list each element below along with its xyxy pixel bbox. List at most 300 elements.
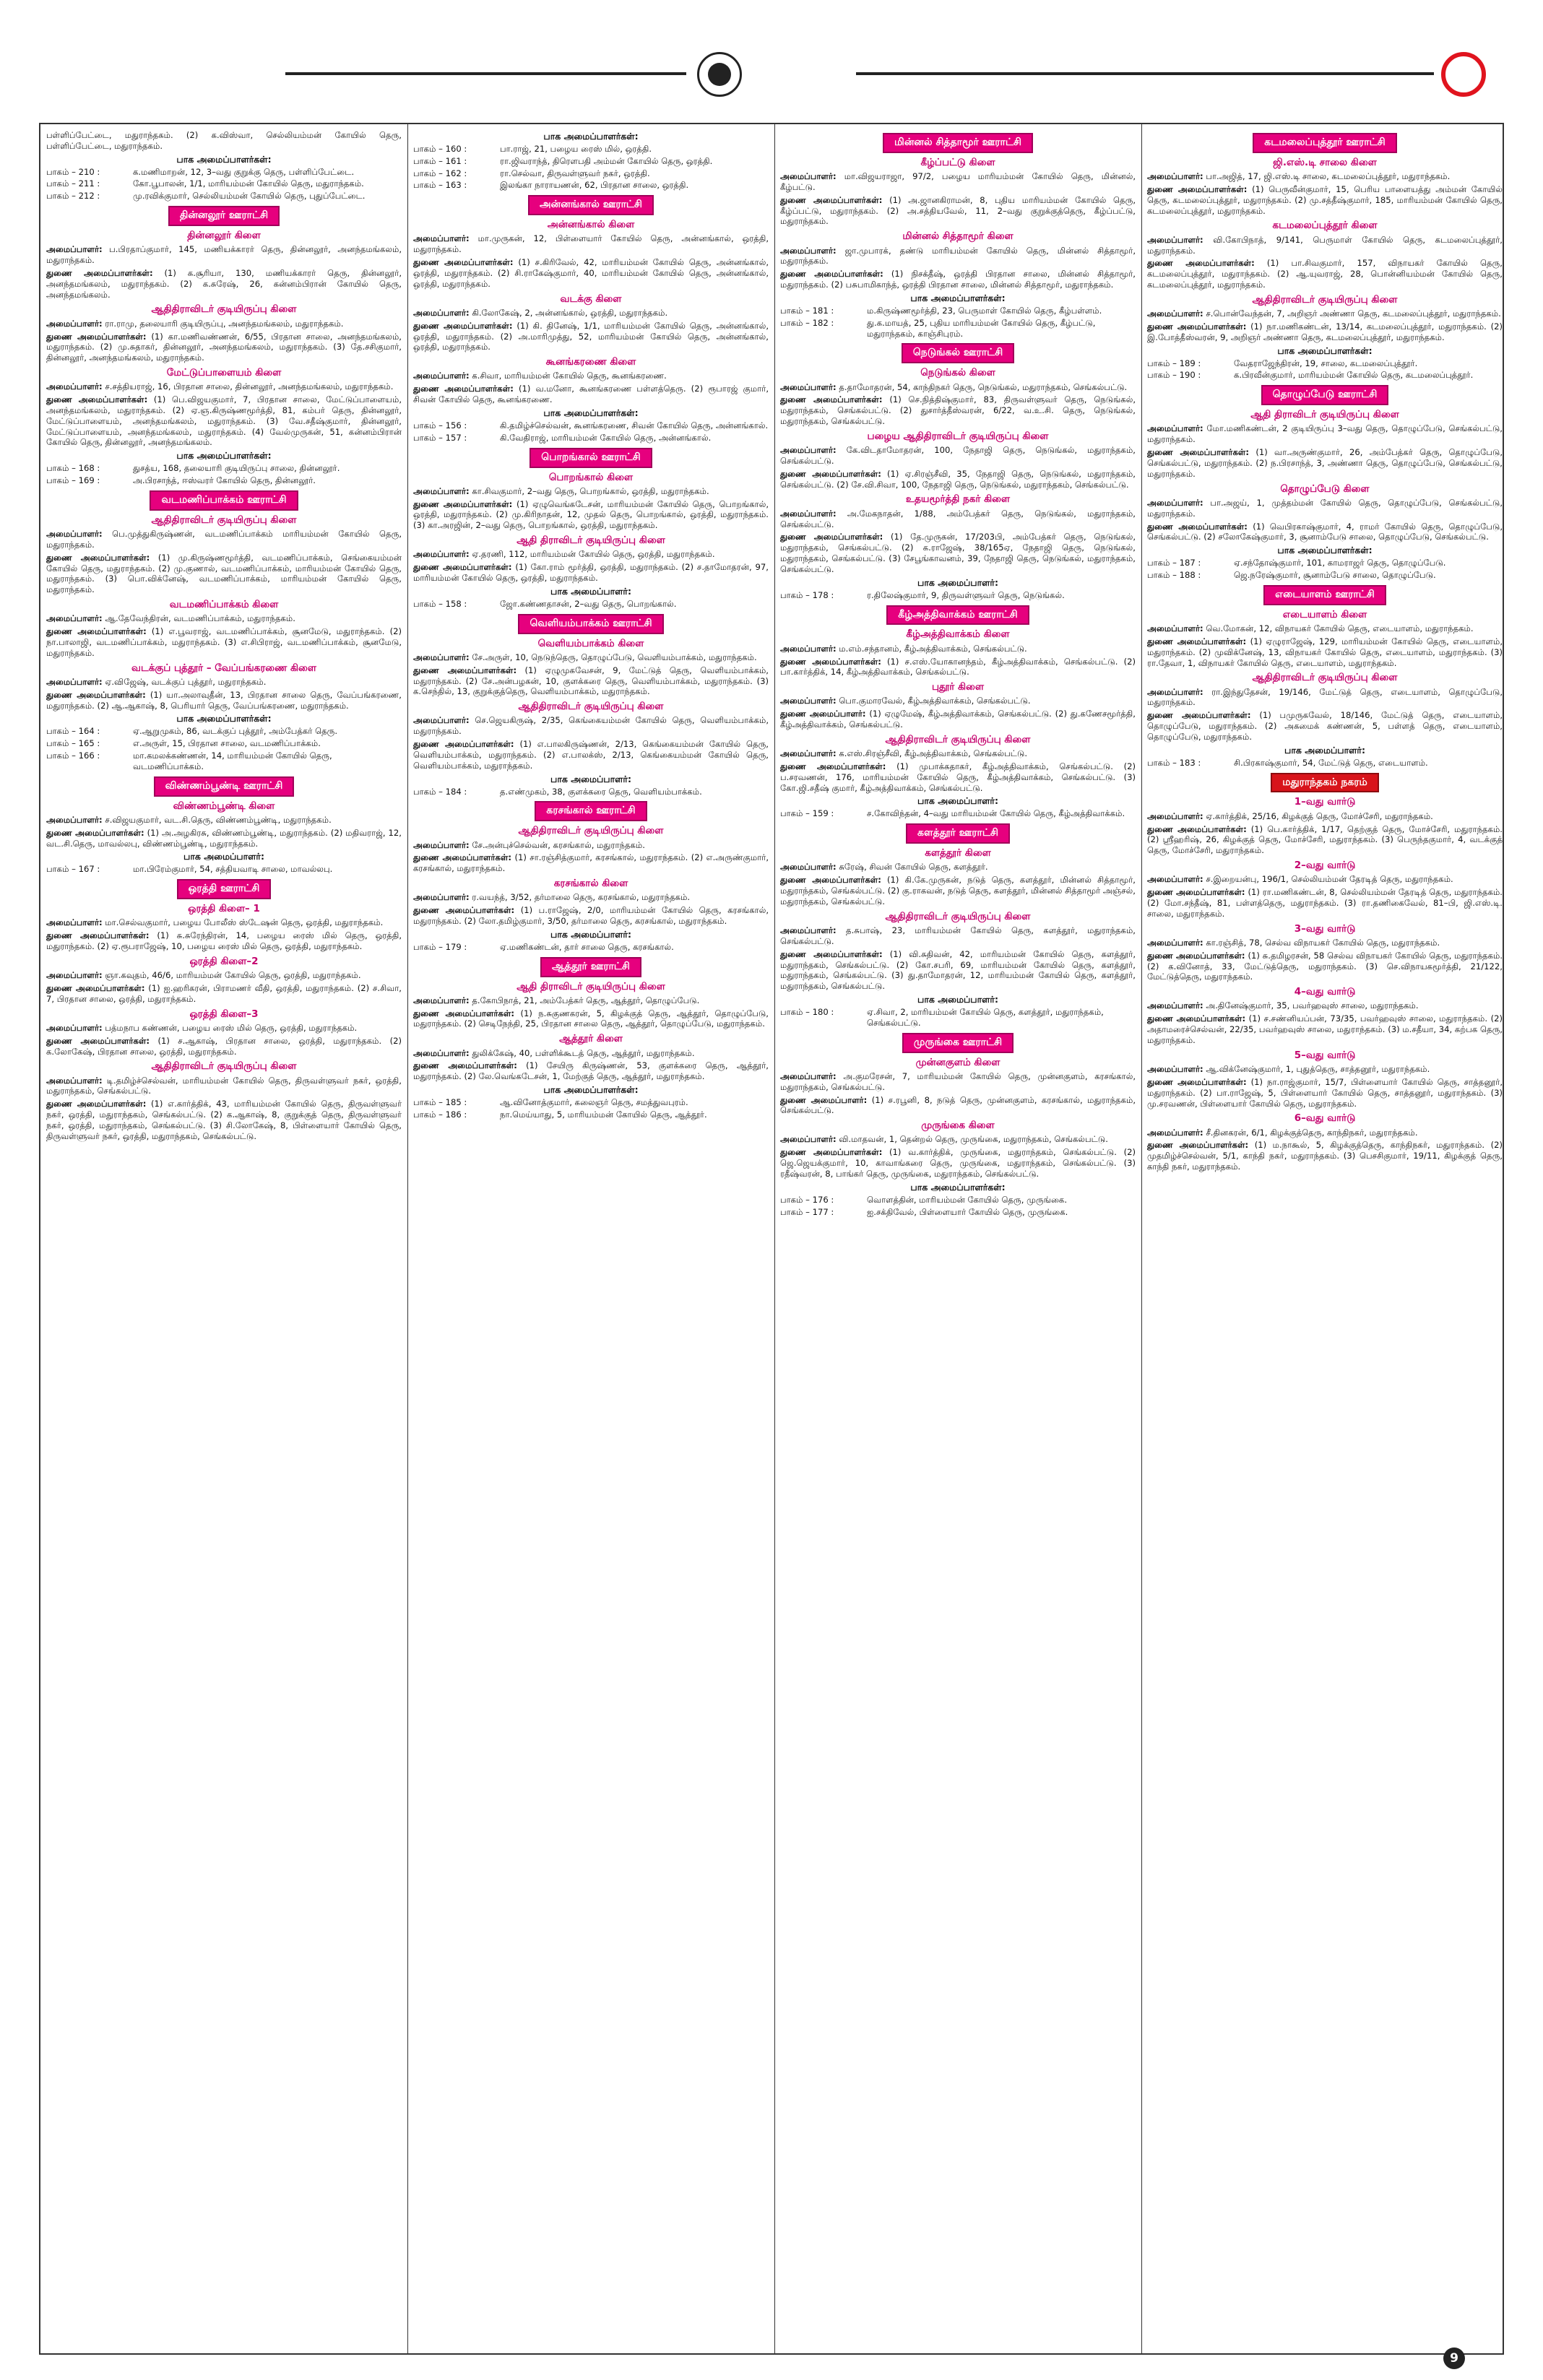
booth-number: பாகம் – 162 : [413,168,467,178]
red-ring-icon [1441,52,1486,97]
member-entry [780,469,1136,490]
member-details: (1) வெபிரகாஷ்குமார், 4, ராமர் கோயில் தெரு, தொழுப்பேடு, செங்கல்பட்டு. (2) சலோகேஷ்குமார், 3, சூனாம்பேடு சாலை, தொழுப்பேடு, செங்கல்பட்டு. [1147,521,1503,542]
booth-details: துசத்ய, 168, தலையாரி குடியிருப்பு சாலை, தின்னலூர். [133,463,340,474]
panchayat-banner: கரசங்கால் ஊராட்சி [535,801,647,821]
member-entry [780,761,1136,793]
member-entry [1147,1128,1503,1138]
member-details: ஆ.விக்னேஷ்குமார், 1, புதுத்தெரு, சாத்தனூர், மதுராந்தகம். [1206,1064,1430,1075]
member-entry [413,715,769,737]
booth-number: பாகம் – 169 : [46,475,100,486]
branch-heading: கீழ்ப்பட்டு கிளை [920,156,995,168]
branch-heading: ஆதிதிராவிடர் குடியிருப்பு கிளை [151,1060,297,1073]
booth-number: பாகம் – 210 : [46,166,100,177]
member-entry [1147,623,1503,634]
member-entry [46,319,402,329]
member-details: செ.ஜெயகிருஷ், 2/35, கெங்கையம்மன் கோயில் தெரு, வெளியம்பாக்கம், மதுராந்தகம். [413,715,769,737]
role-label: துணை அமைப்பாளர்: [780,709,866,719]
member-entry [1147,258,1503,290]
subheading: பாக அமைப்பாளர்கள்: [176,450,272,462]
column-2 [413,129,769,2349]
branch-heading: கீழ்அத்திவாக்கம் கிளை [906,628,1010,641]
role-label: துணை அமைப்பாளர்கள்: [1147,521,1248,532]
branch-heading: விண்ணம்பூண்டி கிளை [173,800,275,812]
member-entry [46,917,402,928]
branch-heading: தின்னலூர் கிளை [187,230,261,242]
branch-heading: 1–வது வார்டு [1294,796,1356,808]
member-entry [780,1147,1136,1179]
booth-entry [780,590,1136,601]
booth-details: கோ.பூபாலன், 1/1, மாரியம்மன் கோயில் தெரு, மதுராந்தகம். [133,178,364,189]
role-label: அமைப்பாளர்: [46,381,103,392]
booth-details: மு.ரவிக்குமார், செல்லியம்மன் கோயில் தெரு, புதுப்பேட்டை. [133,191,366,202]
branch-heading: ஒரத்தி கிளை–3 [189,1008,259,1020]
booth-entry [780,808,1136,819]
role-label: அமைப்பாளர்: [413,652,470,662]
booth-details: ஏ.சந்தோஷ்குமார், 101, காமராஜர் தெரு, தொழுப்பேடு. [1234,558,1446,568]
member-details: (1) அ.ஜானகிராமன், 8, புதிய மாரியம்மன் கோயில் தெரு, கீழ்ப்பட்டு, மதுராந்தகம். (2) அ.சத்தியவேல், 11, 2–வது குறுக்குத்தெரு, கீழ்ப்பட்டு, மதுராந்தகம். [780,194,1136,227]
booth-entry [413,599,769,610]
member-details: மா.முருகன், 12, பிள்ளையார் கோயில் தெரு, அன்னங்கால், ஒரத்தி, மதுராந்தகம். [413,233,769,255]
member-details: (1) யா.அலாவுதீன், 13, பிரதான சாலை தெரு, வேப்பங்கரணை, மதுராந்தகம். (2) ஆ.ஆகாஷ், 8, பெரியார் தெரு, வேப்பங்கரணை, மதுராந்தகம். [46,689,402,711]
panchayat-banner: வடமணிப்பாக்கம் ஊராட்சி [150,490,298,511]
member-details: ரா.ராமு, தலையாரி குடியிருப்பு, அனந்தமங்கலம், மதுராந்தகம். [105,318,344,329]
column-4 [1147,129,1503,2349]
member-entry [780,509,1136,530]
role-label: துணை அமைப்பாளர்கள்: [413,739,514,750]
member-entry [1147,1140,1503,1172]
member-details: ச.இறையன்பு, 196/1, செல்லியம்மன் தேரடித் தெரு, மதுராந்தகம். [1206,874,1453,885]
member-entry [413,1060,769,1082]
subheading: பாக அமைப்பாளர்: [1284,744,1365,756]
branch-heading: நெடுங்கல் கிளை [920,367,995,379]
subheading: பாக அமைப்பாளர்கள்: [1277,345,1373,356]
member-details: (1) பெ.விஜயகுமார், 7, பிரதான சாலை, மேட்டுப்பாளையம், அனந்தமங்கலம், மதுராந்தகம். (2) ஏ.ஞ.கிருஷ்ணமூர்த்தி, 81, கம்பர் தெரு, தின்னலூர், மேட்டுப்பாளையம், அனந்தமங்கலம், மதுராந்தகம். (3) வே.சதீஷ்குமார், தின்னலூர், மேட்டுப்பாளையம், அனந்தமங்கலம், மதுராந்தகம். (4) வேல்முருகன், 51, கன்னம்பிரான் கோயில் தெரு, தின்னலூர், அனந்தமங்கலம். [46,394,402,448]
member-entry [413,371,769,381]
member-entry [46,677,402,688]
branch-heading: அன்னங்கால் கிளை [547,219,635,231]
role-label: துணை அமைப்பாளர்கள்: [46,331,147,342]
member-details: (1) கி. தினேஷ், 1/1, மாரியம்மன் கோயில் தெரு, அன்னங்கால், ஒரத்தி, மதுராந்தகம். (2) அ.மாரிமுத்து, 52, மாரியம்மன் கோயில் தெரு, அன்னங்கால், ஒரத்தி, மதுராந்தகம். [413,320,769,352]
member-details: (1) அ.அழகிரசு, விண்ணம்பூண்டி, மதுராந்தகம். (2) மதிவராஜ், 12, வட.சி.தெரு, மாவல்லபு, விண்ணம்பூண்டி, மதுராந்தகம். [46,827,402,849]
booth-number: பாகம் – 165 : [46,738,100,749]
booth-entry [780,306,1136,316]
member-details: (1) நிசக்தீஷ், ஒரத்தி பிரதான சாலை, மின்னல் சித்தாமூர், மதுராந்தகம். (2) பசுபாமிகாந்த், ஒரத்தி பிரதான சாலை, மின்னல் சித்தாமூர், மதுராந்தகம். [780,269,1136,290]
subheading: பாக அமைப்பாளர்: [917,576,998,588]
booth-details: மா.பிரேம்குமார், 54, சத்தியவாடி சாலை, மாவல்லபு. [133,864,333,875]
role-label: துணை அமைப்பாளர்கள்: [413,852,512,863]
branch-heading: 3–வது வார்டு [1294,922,1356,935]
branch-heading: ஆதிதிராவிடர் குடியிருப்பு கிளை [518,825,664,837]
booth-number: பாகம் – 183 : [1147,757,1201,768]
member-entry [46,1036,402,1057]
member-entry [1147,308,1503,319]
branch-heading: வடக்குப் புத்தூர் – வேப்பங்கரணை கிளை [131,662,316,674]
booth-number: பாகம் – 180 : [780,1007,834,1018]
member-entry [780,382,1136,393]
member-entry [413,665,769,697]
panchayat-banner: கீழ்அத்திவாக்கம் ஊராட்சி [886,605,1029,626]
role-label: அமைப்பாளர்: [1147,810,1203,821]
role-label: துணை அமைப்பாளர்கள்: [413,320,513,331]
branch-heading: கூனங்கரணை கிளை [545,356,636,368]
booth-number: பாகம் – 178 : [780,589,834,600]
booth-entry [780,1207,1136,1218]
member-details: மா.செல்வகுமார், பழைய போலீஸ் ஸ்டேஷன் தெரு, ஒரத்தி, மதுராந்தகம். [105,917,384,928]
subheading: பாக அமைப்பாளர்கள்: [176,713,272,724]
member-details: கே.விடதாமோதரன், 100, நேதாஜி தெரு, நெடுங்கல், மதுராந்தகம், செங்கல்பட்டு. [780,445,1136,466]
member-details: (1) தே.முருகன், 17/203பி, அம்பேத்கர் தெரு, நெடுங்கல், மதுராந்தகம், செங்கல்பட்டு. (2) க.ராஜேஷ், 38/165ஏ, நேதாஜி தெரு, நெடுங்கல், மதுராந்தகம், செங்கல்பட்டு. (3) சேபூங்காவனம், 39, நேதாஜி தெரு, நெடுங்கல், மதுராந்தகம், செங்கல்பட்டு. [780,532,1136,574]
branch-heading: ஆதிதிராவிடர் குடியிருப்பு கிளை [885,910,1031,922]
branch-heading: ஆதிதிராவிடர் குடியிருப்பு கிளை [518,701,664,713]
member-entry [780,644,1136,654]
branch-heading: கரசங்கால் கிளை [553,878,628,890]
member-details: வி.கோபிநாத், 9/141, பெருமாள் கோயில் தெரு, கடமலைப்புத்தூர், மதுராந்தகம். [1147,234,1503,256]
booth-number: பாகம் – 184 : [413,786,467,797]
member-details: (1) ஐ.ஹரிகரன், பிராமணர் வீதி, ஒரத்தி, மதுராந்தகம். (2) ச.சிவா, 7, பிரதான சாலை, ஒரத்தி, மதுராந்தகம். [46,982,402,1004]
booth-details: த.எண்முகம், 38, குளக்கரை தெரு, வெளியம்பாக்கம். [500,786,702,797]
panchayat-banner: வெளியம்பாக்கம் ஊராட்சி [518,614,663,634]
booth-details: ஏ.மணிகண்டன், தார் சாலை தெரு, கரசங்கால். [500,941,674,952]
booth-number: பாகம் – 181 : [780,305,834,316]
booth-details: ஆ.வினோத்குமார், கலைஞர் தெரு, சமத்துவபுரம். [500,1097,688,1108]
role-label: அமைப்பாளர்: [1147,1127,1203,1138]
member-entry [413,1008,769,1030]
member-entry [1147,887,1503,919]
branch-heading: எடையாளம் கிளை [1282,608,1367,620]
member-details: (1) சேயிரு கிருஷ்ணன், 53, குளக்கரை தெரு, ஆத்தூர், மதுராந்தகம். (2) லே.வெங்கடேசன், 1, மேற்குத் தெரு, ஆத்தூர், மதுராந்தகம். [413,1060,769,1082]
member-details: ஏ.தரணி, 112, மாரியம்மன் கோயில் தெரு, ஒரத்தி, மதுராந்தகம். [472,549,715,560]
member-details: (1) ப.ராஜேஷ், 2/0, மாரியம்மன் கோயில் தெரு, கரசங்கால், மதுராந்தகம். (2) லோ.தமிழ்குமார், 3/50, தர்மாலை தெரு, கரசங்கால், மதுராந்தகம். [413,905,769,926]
booth-details: சி.பிரகாஷ்குமார், 54, மேட்டுத் தெரு, எடையாளம். [1234,757,1428,768]
role-label: அமைப்பாளர்: [1147,1000,1203,1011]
member-entry [1147,184,1503,216]
role-label: துணை அமைப்பாளர்கள்: [1147,950,1245,961]
branch-heading: பொறங்கால் கிளை [548,471,634,483]
role-label: அமைப்பாளர்: [780,925,837,936]
booth-details: ஏ.ஆறுமுகம், 86, வடக்குப் புத்தூர், அம்பேத்கர் தெரு. [133,726,338,737]
member-details: (1) எ.பூவராஜ், வடமணிப்பாக்கம், சூனமேடு, மதுராந்தகம். (2) நா.பாலாஜி, வடமணிப்பாக்கம், மதுராந்தகம். (3) எ.சிபிராஜ், வடமணிப்பாக்கம், சூனமேடு, மதுராந்தகம். [46,626,402,658]
branch-heading: ஆத்தூர் கிளை [559,1033,623,1045]
role-label: துணை அமைப்பாளர்கள்: [413,905,515,916]
subheading: பாக அமைப்பாளர்கள்: [910,292,1006,303]
member-details: (1) பமுருகவேல், 18/146, மேட்டுத் தெரு, எடையாளம், தொழுப்பேடு, மதுராந்தகம். (2) அகமைக் கண்ணன், 5, பள்ளத் தெரு, எடையாளம், தொழுப்பேடு, மதுராந்தகம். [1147,710,1503,742]
member-details: (1) ச.கிரிவேல், 42, மாரியம்மன் கோயில் தெரு, அன்னங்கால், ஒரத்தி, மதுராந்தகம். (2) சி.ராகேஷ்குமார், 40, மாரியம்மன் கோயில் தெரு, அன்னங்கால், ஒரத்தி, மதுராந்தகம். [413,257,769,289]
role-label: துணை அமைப்பாளர்கள்: [1147,710,1251,721]
member-details: (1) ஏழுமேஷ், கீழ்அத்திவாக்கம், செங்கல்பட்டு. (2) து.கணேசமூர்த்தி, கீழ்அத்திவாக்கம், செங்கல்பட்டு. [780,709,1136,730]
member-details: (1) சு.தமிழரசன், 58 செல்வ விநாயகர் கோயில் தெரு, மதுராந்தகம். (2) க.வினோத், 33, மேட்டுத்தெரு, மதுராந்தகம். (3) செ.விநாயகமூர்த்தி, 21/122, மேட்டுத்தெரு, மதுராந்தகம். [1147,950,1503,982]
member-details: (1) ரா.மணிகண்டன், 8, செல்லியம்மன் தேரடித் தெரு, மதுராந்தகம். (2) மோ.சந்தீஷ், 81, பள்ளத்தெரு, மதுராந்தகம். (3) ரா.தணிகைவேல், 81–பி, ஜி.எஸ்.டி. சாலை, மதுராந்தகம். [1147,887,1503,919]
member-entry [1147,423,1503,445]
member-entry [413,652,769,663]
branch-heading: 4–வது வார்டு [1294,986,1356,998]
member-details: ஆ.தேவேந்திரன், வடமணிப்பாக்கம், மதுராந்தகம். [105,613,295,624]
role-label: துணை அமைப்பாளர்கள்: [413,562,512,573]
member-details: (1) க.சூரியா, 130, மணியக்காரர் தெரு, தின்னலூர், அனந்தமங்கலம், மதுராந்தகம். (2) க.சுரேஷ், 26, கன்னம்பிரான் கோயில் தெரு, அனந்தமங்கலம். [46,267,402,300]
member-entry [1147,321,1503,343]
role-label: அமைப்பாளர்: [1147,623,1203,634]
booth-number: பாகம் – 185 : [413,1097,467,1108]
role-label: துணை அமைப்பாளர்கள்: [780,269,883,280]
member-details: (1) வ.மனோ, கூனங்கரணை பள்ளத்தெரு. (2) ரூபாரஜ் குமார், சிவன் கோயில் தெரு, கூனங்கரணை. [413,384,769,405]
booth-entry [1147,358,1503,369]
role-label: அமைப்பாளர்: [413,1047,470,1058]
role-label: துணை அமைப்பாளர்கள்: [1147,823,1247,834]
role-label: துணை அமைப்பாளர்கள்: [1147,636,1247,646]
member-details: ச.பொன்வேந்தன், 7, அறிஞர் அண்ணா தெரு, கடமலைப்புத்தூர், மதுராந்தகம். [1206,308,1501,319]
booth-number: பாகம் – 160 : [413,144,467,154]
branch-heading: களத்தூர் கிளை [925,847,991,860]
role-label: துணை அமைப்பாளர்கள்: [46,394,148,405]
booth-number: பாகம் – 179 : [413,941,467,952]
role-label: துணை அமைப்பாளர்கள்: [780,656,881,667]
member-details: கா.சிவகுமார், 2–வது தெரு, பொறங்கால், ஒரத்தி, மதுராந்தகம். [472,485,709,496]
member-entry [780,1071,1136,1093]
role-label: அமைப்பாளர்: [780,748,837,759]
booth-entry [1147,370,1503,381]
booth-details: வேதராஜேந்திரன், 19, சாலை, கடமலைப்புத்தூர். [1234,358,1418,368]
column-divider [407,124,408,2353]
role-label: துணை அமைப்பாளர்கள்: [413,1060,517,1071]
member-details: சுரேஷ், சிவன் கோயில் தெரு, களத்தூர். [839,862,988,873]
booth-details: ஜெ.நரேஷ்குமார், சூனாம்பேடு சாலை, தொழுப்பேடு. [1234,570,1436,581]
member-details: (1) சு.சுரேந்திரன், 14, பழைய ரைஸ் மில் தெரு, ஒரத்தி, மதுராந்தகம். (2) ஏ.ரூபராஜேஷ், 10, பழைய ரைஸ் மில் தெரு, ஒரத்தி, மதுராந்தகம். [46,930,402,952]
subheading: பாக அமைப்பாளர்கள்: [543,131,639,142]
member-details: சே.அன்புச்செல்வன், கரசங்கால், மதுராந்தகம். [472,839,645,850]
branch-heading: வடமணிப்பாக்கம் கிளை [169,599,279,611]
subheading: பாக அமைப்பாளர்: [550,773,631,784]
member-entry [1147,951,1503,982]
member-details: (1) எ.பாலகிருஷ்ணன், 2/13, கெங்கையம்மன் கோயில் தெரு, வெளியம்பாக்கம், மதுராந்தகம். (2) எ.பாலக்ஸ், 2/13, கெங்கையம்மன் கோயில் தெரு, வெளியம்பாக்கம், மதுராந்தகம். [413,739,769,771]
content-frame [39,123,1504,2355]
booth-details: பா.ராஜ், 21, பழைய ரைஸ் மில், ஒரத்தி. [500,144,652,154]
booth-details: அ.பிரசாந்த், ஈஸ்வரர் கோயில் தெரு, தின்னலூர். [133,475,316,486]
member-entry [413,739,769,771]
role-label: துணை அமைப்பாளர்கள்: [1147,447,1249,458]
member-entry [780,532,1136,574]
member-details: (1) மு.கிருஷ்ணமூர்த்தி, வடமணிப்பாக்கம், செங்கையம்மன் கோயில் தெரு, மதுராந்தகம். (2) மு.குணால், வடமணிப்பாக்கம், மாரியம்மன் கோயில் தெரு, மதுராந்தகம். (3) பொ.விக்னேஷ், வடமணிப்பாக்கம், மாரியம்மன் கோயில் தெரு, மதுராந்தகம். [46,552,402,595]
member-details: (1) ச.சண்னியப்பன், 73/35, பவர்ஹவுஸ் சாலை, மதுராந்தகம். (2) அதாமரைச்செல்வன், 22/35, பவர்ஹவுஸ் சாலை, மதுராந்தகம். (3) ம.சதீயா, 34, கற்பக தெரு, மதுராந்தகம். [1147,1013,1503,1045]
member-details: (1) ச.ரபூனி, 8, நடுத் தெரு, முன்னகுளம், கரசங்கால், மதுராந்தகம், செங்கல்பட்டு. [780,1094,1136,1116]
booth-details: கி.வேதிராஜ், மாரியம்மன் கோயில் தெரு, அன்னங்கால். [500,432,712,443]
role-label: துணை அமைப்பாளர்கள்: [413,665,517,675]
member-entry [413,562,769,584]
member-details: அ.குமரேசன், 7, மாரியம்மன் கோயில் தெரு, முன்னகுளம், கரசங்கால், மதுராந்தகம், செங்கல்பட்டு. [780,1070,1136,1092]
booth-details: ச.கோவிந்தன், 4–வது மாரியம்மன் கோயில் தெரு, கீழ்அத்திவாக்கம். [867,808,1125,819]
role-label: துணை அமைப்பாளர்கள்: [1147,184,1248,194]
branch-heading: ஒரத்தி கிளை– 1 [188,903,260,915]
role-label: அமைப்பாளர்: [413,715,470,726]
member-details: பா.அஜித், 17, ஜி.எஸ்.டி சாலை, கடமலைப்புத்தூர், மதுராந்தகம். [1206,171,1451,182]
member-details: (1) நா.மணிகண்டன், 13/14, கடமலைப்புத்தூர், மதுராந்தகம். (2) இ.போத்தீஸ்வரன், 9, அறிஞர் அண்ணா தெரு, கடமலைப்புத்தூர், மதுராந்தகம். [1147,321,1503,342]
role-label: துணை அமைப்பாளர்கள்: [46,827,144,838]
booth-number: பாகம் – 182 : [780,317,834,328]
member-details: ஏ.விஜேஷ், வடக்குப் புத்தூர், மதுராந்தகம். [105,676,267,687]
role-label: அமைப்பாளர்: [780,862,837,873]
member-entry [46,332,402,363]
branch-heading: மேட்டுப்பாளையம் கிளை [166,367,282,379]
role-label: அமைப்பாளர்: [46,1022,103,1033]
member-entry [1147,1064,1503,1075]
panchayat-banner: கடமலைப்புத்தூர் ஊராட்சி [1253,133,1396,153]
role-label: அமைப்பாளர்: [780,445,837,456]
page-number: 9 [1443,2347,1465,2369]
member-details: (1) ஏழுவெங்கடேசன், மாரியம்மன் கோயில் தெரு, பொறங்கால், ஒரத்தி, மதுராந்தகம். (2) மு.கிரிநாதன், 12, முதல் தெரு, பொறங்கால், ஒரத்தி, மதுராந்தகம். (3) கா.அரஜின், 2–வது தெரு, பொறங்கால், ஒரத்தி, மதுராந்தகம். [413,498,769,531]
member-entry [780,394,1136,426]
booth-entry [413,144,769,155]
member-entry [1147,636,1503,668]
booth-number: பாகம் – 163 : [413,180,467,191]
role-label: அமைப்பாளர்: [413,307,470,318]
member-details: ச.விஜயகுமார், வட.சி.தெரு, விண்ணம்பூண்டி, மதுராந்தகம். [105,814,332,825]
branch-heading: ஆதிதிராவிடர் குடியிருப்பு கிளை [151,303,297,316]
member-details: (1) ஏ.சிரஞ்சீவி, 35, நேதாஜி தெரு, நெடுங்கல், மதுராந்தகம், செங்கல்பட்டு. (2) சே.வி.சிவா, 100, நேதாஜி தெரு, நெடுங்கல், மதுராந்தகம், செங்கல்பட்டு. [780,468,1136,490]
member-details: வெ.மோகன், 12, விநாயகர் கோயில் தெரு, எடையாளம், மதுராந்தகம். [1206,623,1474,634]
member-entry [413,233,769,255]
member-entry [780,246,1136,267]
booth-entry [46,167,402,178]
role-label: அமைப்பாளர்: [780,171,837,182]
member-entry [780,748,1136,759]
branch-heading: ஆதிதிராவிடர் குடியிருப்பு கிளை [1252,293,1398,306]
role-label: துணை அமைப்பாளர்கள்: [780,948,883,959]
member-entry [413,384,769,405]
role-label: அமைப்பாளர்: [46,676,103,687]
panchayat-banner: அன்னங்கால் ஊராட்சி [528,195,654,215]
branch-heading: முன்னகுளம் கிளை [915,1056,1000,1068]
panchayat-banner: நெடுங்கல் ஊராட்சி [902,343,1014,363]
booth-number: பாகம் – 176 : [780,1194,834,1205]
member-entry [413,257,769,289]
masthead [0,0,1543,116]
member-details: (1) பெருவீன்குமார், 15, பெரிய பாளையத்து அம்மன் கோயில் தெரு, கடமலைப்புத்தூர், மதுராந்தகம். (2) மு.சத்தீஷ்குமார், 185, மாரியம்மன் கோயில் தெரு, கடமலைப்புத்தூர், மதுராந்தகம். [1147,184,1503,216]
member-entry [46,815,402,826]
member-entry [1147,1077,1503,1109]
booth-number: பாகம் – 186 : [413,1109,467,1120]
booth-number: பாகம் – 187 : [1147,558,1201,568]
column-3 [780,129,1136,2349]
member-entry [1147,824,1503,856]
role-label: அமைப்பாளர்: [1147,497,1203,508]
member-details: ஏ.கார்த்திக், 25/16, கிழக்குத் தெரு, மோச்சேரி, மதுராந்தகம். [1206,810,1433,821]
member-entry [46,529,402,550]
booth-entry [1147,558,1503,568]
subheading: பாக அமைப்பாளர்கள்: [910,1181,1006,1193]
member-details: (1) கா.மணிவண்ணன், 6/55, பிரதான சாலை, அனந்தமங்கலம், மதுராந்தகம். (2) மு.சுதாகர், தின்னலூர், அனந்தமங்கலம், மதுராந்தகம். (3) தே.சசிகுமார், தின்னலூர், அனந்தமங்கலம், மதுராந்தகம். [46,331,402,363]
member-entry [46,1099,402,1141]
booth-number: பாகம் – 211 : [46,178,100,189]
member-details: பொ.குமாரவேல், கீழ்அத்திவாக்கம், செங்கல்பட்டு. [839,696,1031,706]
member-details: சீ.தினகரன், 6/1, கிழக்குத்தெரு, காந்திநகர், மதுராந்தகம். [1206,1127,1418,1138]
member-entry [413,308,769,319]
booth-details: ம.கிருஷ்ணமூர்த்தி, 23, பெருமாள் கோயில் தெரு, கீழ்பள்ளம். [867,305,1102,316]
booth-entry [780,318,1136,339]
booth-number: பாகம் – 158 : [413,598,467,609]
member-entry [780,269,1136,290]
member-details: கா.ரஞ்சித், 78, செல்வ விநாயகர் கோயில் தெரு, மதுராந்தகம். [1206,937,1440,948]
booth-entry [780,1195,1136,1206]
member-entry [780,696,1136,706]
member-entry [780,1134,1136,1145]
booth-number: பாகம் – 212 : [46,191,100,202]
member-details: ஜா.முபாரக், தண்டு மாரியம்மன் கோயில் தெரு, மின்னல் சித்தாமூர், மதுராந்தகம். [780,245,1136,267]
role-label: அமைப்பாளர்: [413,233,470,244]
member-details: (1) நா.ராஜ்குமார், 15/7, பிள்ளையார் கோயில் தெரு, சாத்தனூர், மதுராந்தகம். (2) பா.ராஜேஷ், 5, பிள்ளையார் கோயில் தெரு, சாத்தனூர், மதுராந்தகம். (3) மு.சரவணன், பிள்ளையார் கோயில் தெரு, மதுராந்தகம். [1147,1076,1503,1109]
branch-heading: புதூர் கிளை [931,681,985,693]
branch-heading: ஆதி திராவிடர் குடியிருப்பு கிளை [517,980,665,992]
column-divider [1141,124,1142,2353]
branch-heading: உதயமூர்த்தி நகர் கிளை [905,493,1011,506]
subheading: பாக அமைப்பாளர்: [550,928,631,940]
member-entry [413,499,769,531]
role-label: அமைப்பாளர்: [1147,171,1203,182]
member-entry [46,690,402,711]
branch-heading: பழைய ஆதிதிராவிடர் குடியிருப்பு கிளை [867,430,1049,442]
role-label: அமைப்பாளர்: [780,643,837,654]
member-entry [413,852,769,874]
subheading: பாக அமைப்பாளர்கள்: [176,153,272,165]
booth-entry [46,475,402,486]
member-details: (1) கி.கே.முருகன், நடுத் தெரு, களத்தூர், மின்னல் சித்தாமூர், மதுராந்தகம், செங்கல்பட்டு. (2) கு.ராகவன், நடுத் தெரு, களத்தூர், மின்னல் சித்தாமூர் அஞ்சல், மதுராந்தகம், செங்கல்பட்டு. [780,875,1136,906]
booth-details: எ.அருள், 15, பிரதான சாலை, வடமணிப்பாக்கம். [133,738,321,749]
role-label: அமைப்பாளர்: [413,839,470,850]
role-label: துணை அமைப்பாளர்கள்: [46,626,147,637]
member-entry [46,626,402,658]
member-entry [46,930,402,952]
member-entry [413,905,769,927]
column-1 [46,129,402,2349]
booth-details: து.க.மாயத், 25, புதிய மாரியம்மன் கோயில் தெரு, கீழ்பட்டு, மதுராந்தகம், காஞ்சிபுரம். [867,317,1096,339]
member-details: ஞா.கவுதம், 46/6, மாரியம்மன் கோயில் தெரு, ஒரத்தி, மதுராந்தகம். [105,970,361,981]
member-details: கி.லோகேஷ், 2, அன்னங்கால், ஒரத்தி, மதுராந்தகம். [472,307,668,318]
panchayat-banner: மின்னல் சித்தாமூர் ஊராட்சி [883,133,1033,153]
role-label: அமைப்பாளர்: [46,917,103,928]
booth-details: ஐ.சக்திவேல், பிள்ளையார் கோயில் தெரு, முருங்கை. [867,1206,1068,1217]
role-label: துணை அமைப்பாளர்கள்: [780,194,883,205]
member-details: பள்ளிப்பேட்டை, மதுராந்தகம். (2) க.விஸ்வா, செல்லியம்மன் கோயில் தெரு, பள்ளிப்பேட்டை, மதுராந்தகம். [46,130,402,151]
role-label: அமைப்பாளர்: [46,970,103,981]
booth-number: பாகம் – 161 : [413,155,467,166]
panchayat-banner: தொழுப்பேடு ஊராட்சி [1261,385,1389,405]
branch-heading: ஒரத்தி கிளை–2 [189,955,259,967]
member-entry [1147,171,1503,182]
booth-entry [413,787,769,797]
branch-heading: வடக்கு கிளை [560,293,622,305]
role-label: அமைப்பாளர்: [46,244,103,255]
role-label: துணை அமைப்பாளர்கள்: [1147,1013,1246,1024]
booth-details: கி.தமிழ்ச்செல்வன், கூனங்கரணை, சிவன் கோயில் தெரு, அன்னங்கால். [500,420,769,430]
member-entry [413,892,769,903]
booth-number: பாகம் – 167 : [46,864,100,875]
booth-details: இலங்கா நாராயணன், 62, பிரதான சாலை, ஒரத்தி. [500,180,689,191]
role-label: அமைப்பாளர்: [1147,874,1203,885]
role-label: துணை அமைப்பாளர்கள்: [46,982,145,993]
booth-entry [413,180,769,191]
member-details: (1) ம.நாகூல், 5, கிழக்குத்தெரு, காந்திநகர், மதுராந்தகம். (2) முதமிழ்ச்செல்வன், 5/1, காந்தி நகர், மதுராந்தகம். (3) பெசசிகுமார், 19/11, கிழக்குத் தெரு, காந்தி நகர், மதுராந்தகம். [1147,1140,1503,1172]
subheading: பாக அமைப்பாளர்: [183,851,264,862]
booth-entry [46,191,402,202]
member-entry [413,995,769,1006]
role-label: அமைப்பாளர்: [413,485,470,496]
member-details: (1) வி.சுதிவன், 42, மாரியம்மன் கோயில் தெரு, களத்தூர், மதுராந்தகம், செங்கல்பட்டு. (2) கோ.சபரி, 69, மாரியம்மன் கோயில் தெரு, களத்தூர், மதுராந்தகம், செங்கல்பட்டு. (3) து.தாமோதரன், 12, மாரியம்மன் கோயில் தெரு, களத்தூர், மதுராந்தகம், செங்கல்பட்டு. [780,948,1136,992]
role-label: அமைப்பாளர்: [1147,686,1203,697]
role-label: துணை அமைப்பாளர்கள்: [46,930,150,941]
booth-entry [413,156,769,167]
role-label: அமைப்பாளர்: [780,1134,837,1145]
subheading: பாக அமைப்பாளர்கள்: [1277,545,1373,556]
member-details: துலிக்கேஷ், 40, பள்ளிக்கூடத் தெரு, ஆத்தூர், மதுராந்தகம். [472,1047,695,1058]
role-label: அமைப்பாளர்: [46,529,103,540]
member-entry [46,828,402,849]
